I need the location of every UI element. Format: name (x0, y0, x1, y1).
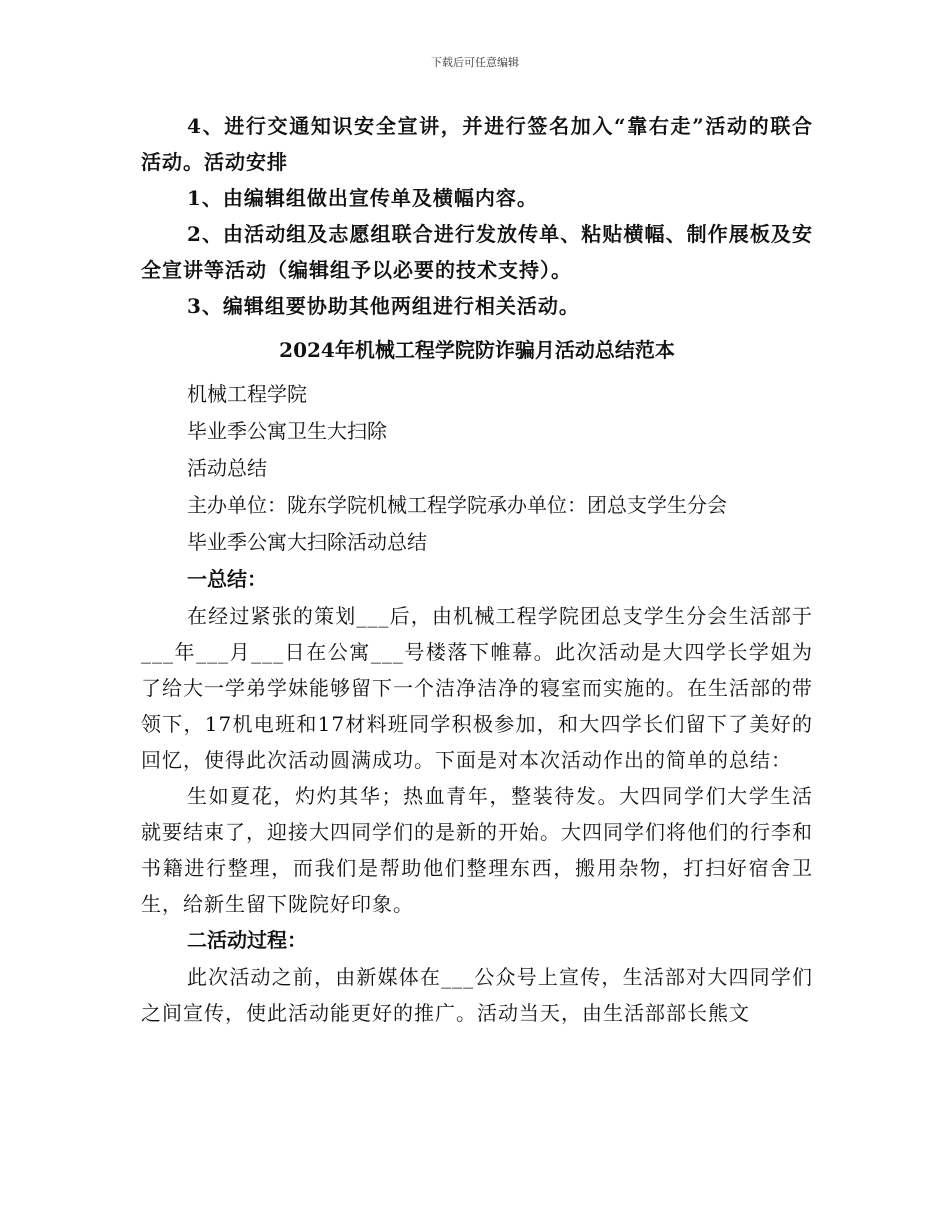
paragraph-arrangement-3: 3、编辑组要协助其他两组进行相关活动。 (187, 294, 580, 318)
line-event-name: 毕业季公寓卫生大扫除 (187, 419, 387, 443)
paragraph-summary: 在经过紧张的策划___后，由机械工程学院团总支学生分会生活部于___年___月___日在公寓___号楼落下帷幕。此次活动是大四学长学姐为了给大一学弟学妹能够留下一个洁净洁净的寝室而实施的。在生活部的带领下，17机电班和17材料班同学积极参加，和大四学长们留下了美好的回忆，使得此次活动圆满成功。下面是对本次活动作出的简单的总结： (141, 604, 813, 772)
paragraph-arrangement-1: 1、由编辑组做出宣传单及横幅内容。 (187, 186, 538, 210)
section-heading-process: 二活动过程： (187, 928, 307, 952)
paragraph-item-4: 4、进行交通知识安全宣讲，并进行签名加入“靠右走”活动的联合活动。活动安排 (141, 114, 813, 174)
document-title: 2024年机械工程学院防诈骗月活动总结范本 (279, 338, 675, 362)
line-college: 机械工程学院 (187, 382, 307, 406)
document-body (141, 108, 813, 1031)
line-organizers: 主办单位：陇东学院机械工程学院承办单位：团总支学生分会 (187, 493, 727, 517)
paragraph-process: 此次活动之前，由新媒体在___公众号上宣传，生活部对大四同学们之间宣传，使此活动能更好的推广。活动当天，由生活部部长熊文 (141, 965, 813, 1025)
paragraph-arrangement-2: 2、由活动组及志愿组联合进行发放传单、粘贴横幅、制作展板及安全宣讲等活动（编辑组予以必要的技术支持）。 (141, 222, 813, 282)
section-heading-summary: 一总结： (187, 567, 267, 591)
line-subtitle: 毕业季公寓大扫除活动总结 (187, 530, 427, 554)
line-summary-label: 活动总结 (187, 456, 267, 480)
paragraph-summer-flowers: 生如夏花，灼灼其华；热血青年，整装待发。大四同学们大学生活就要结束了，迎接大四同学们的是新的开始。大四同学们将他们的行李和书籍进行整理，而我们是帮助他们整理东西，搬用杂物，打扫好宿舍卫生，给新生留下陇院好印象。 (141, 784, 813, 916)
page-header: 下载后可任意编辑 (431, 56, 519, 69)
